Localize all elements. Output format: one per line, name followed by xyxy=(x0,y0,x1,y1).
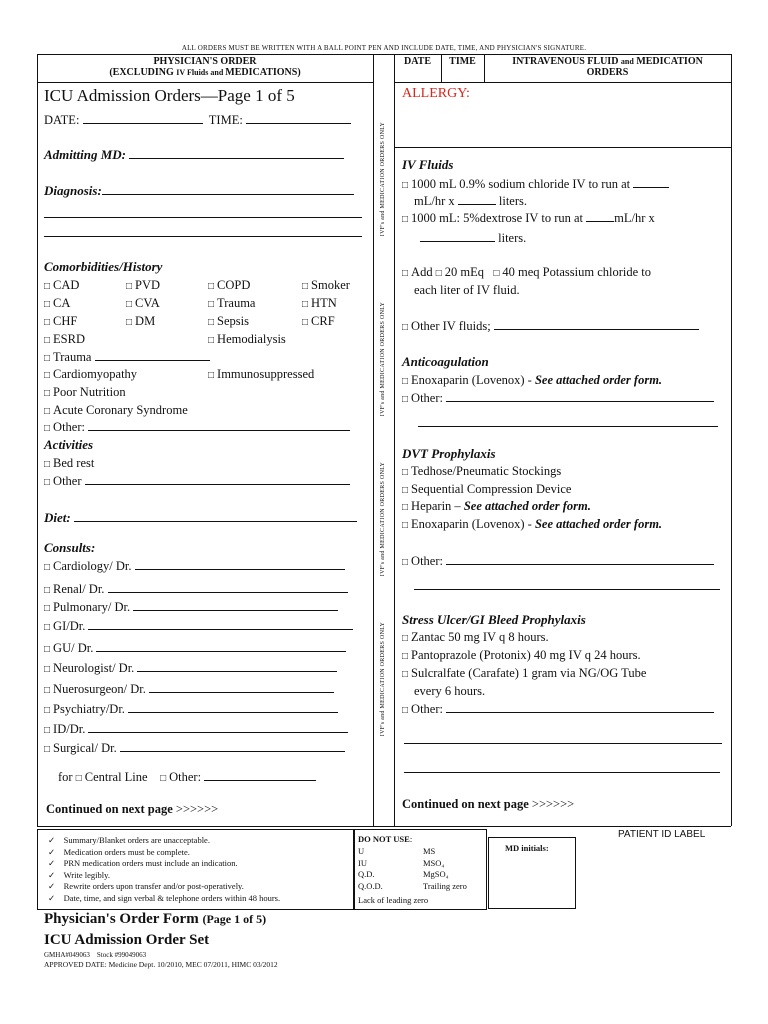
frame-left xyxy=(37,54,38,826)
dvt-heparin[interactable]: □ Heparin – See attached order form. xyxy=(402,499,591,513)
dvt-other-line-2[interactable] xyxy=(414,589,720,590)
physician-order-header xyxy=(37,56,373,78)
trauma-history-row[interactable]: □ Trauma xyxy=(44,350,210,366)
cardiomyopathy-checkbox[interactable]: □ Cardiomyopathy xyxy=(44,367,138,381)
pvd-checkbox[interactable]: □ PVD xyxy=(126,278,161,292)
date-time-row: DATE: TIME: xyxy=(44,113,351,127)
consult-surgical[interactable]: □ Surgical/ Dr. xyxy=(44,741,345,757)
smoker-checkbox[interactable]: □ Smoker xyxy=(302,278,350,292)
comorbidity-other[interactable]: □ Other: xyxy=(44,420,350,436)
approved-date: APPROVED DATE: Medicine Dept. 10/2010, MEC 07/2011, HIMC 03/2012 xyxy=(44,960,278,969)
sepsis-checkbox[interactable]: □ Sepsis xyxy=(208,314,249,328)
left-continued: Continued on next page >>>>>> xyxy=(46,802,219,816)
lack-leading-zero: Lack of leading zero xyxy=(358,895,429,905)
stress-other[interactable]: □ Other: xyxy=(402,702,714,718)
md-initials-label: MD initials: xyxy=(505,843,549,853)
meq40-checkbox[interactable]: □ 40 meq Potassium chloride to xyxy=(493,265,652,279)
consult-neurosurgeon[interactable]: □ Nuerosurgeon/ Dr. xyxy=(44,682,334,698)
rules-list xyxy=(48,835,280,905)
vertical-note-4: IVF's and MEDICATION ORDERS ONLY xyxy=(380,621,386,737)
stress-zantac[interactable]: □ Zantac 50 mg IV q 8 hours. xyxy=(402,630,549,644)
time-col-header: TIME xyxy=(449,56,476,67)
bed-rest-checkbox[interactable]: □ Bed rest xyxy=(44,456,95,470)
frame-right xyxy=(731,54,732,826)
meq20-checkbox[interactable]: □ 20 mEq xyxy=(435,265,484,279)
stress-other-line-2[interactable] xyxy=(404,743,722,744)
header-rule-right xyxy=(394,82,731,83)
potassium-row xyxy=(402,265,651,281)
set-title: ICU Admission Order Set xyxy=(44,932,210,948)
divider-left xyxy=(373,54,374,826)
anticoag-other[interactable]: □ Other: xyxy=(402,391,714,407)
rule-item: ✓ Write legibly. xyxy=(48,869,110,880)
poor-nutrition-checkbox[interactable]: □ Poor Nutrition xyxy=(44,385,126,399)
frame-top xyxy=(37,54,731,55)
htn-checkbox[interactable]: □ HTN xyxy=(302,296,337,310)
acs-checkbox[interactable]: □ Acute Coronary Syndrome xyxy=(44,403,188,417)
vertical-note-2: IVF's and MEDICATION ORDERS ONLY xyxy=(380,301,386,417)
activities-other[interactable]: □ Other xyxy=(44,474,350,490)
consult-pulmonary[interactable]: □ Pulmonary/ Dr. xyxy=(44,600,338,616)
consult-id[interactable]: □ ID/Dr. xyxy=(44,722,348,738)
cad-checkbox[interactable]: □ CAD xyxy=(44,278,80,292)
top-notice: ALL ORDERS MUST BE WRITTEN WITH A BALL POINT PEN AND INCLUDE DATE, TIME, AND PHYSICIAN'S SIGNATURE. xyxy=(181,44,587,52)
chf-checkbox[interactable]: □ CHF xyxy=(44,314,78,328)
central-line-other[interactable]: □ Other: xyxy=(160,770,316,784)
time-field[interactable] xyxy=(246,113,351,124)
ca-checkbox[interactable]: □ CA xyxy=(44,296,71,310)
do-not-use-title: DO NOT USE: xyxy=(358,834,413,844)
divider-right xyxy=(394,54,395,826)
rule-item: ✓ Rewrite orders upon transfer and/or post-operatively. xyxy=(48,881,244,892)
iv-dextrose-order-cont: liters. xyxy=(420,231,526,245)
hemodialysis-checkbox[interactable]: □ Hemodialysis xyxy=(208,332,286,346)
other-iv-fluids[interactable]: □ Other IV fluids; xyxy=(402,319,699,335)
activities-heading: Activities xyxy=(44,437,94,452)
header-rule-left xyxy=(37,82,373,83)
form-title: Physician's Order Form (Page 1 of 5) xyxy=(44,911,267,927)
trauma-checkbox[interactable]: □ Trauma xyxy=(208,296,256,310)
dvt-tedhose[interactable]: □ Tedhose/Pneumatic Stockings xyxy=(402,464,562,478)
consults-heading: Consults: xyxy=(44,540,96,555)
anticoag-other-line-2[interactable] xyxy=(418,426,718,427)
rule-item: ✓ Medication orders must be complete. xyxy=(48,846,190,857)
dvt-other[interactable]: □ Other: xyxy=(402,554,714,570)
anticoag-enoxaparin[interactable]: □ Enoxaparin (Lovenox) - See attached order form. xyxy=(402,373,663,387)
anticoagulation-heading: Anticoagulation xyxy=(402,354,489,369)
iv-orders-header: INTRAVENOUS FLUID and MEDICATION ORDERS xyxy=(512,56,703,78)
consult-renal[interactable]: □ Renal/ Dr. xyxy=(44,582,348,598)
stress-protonix[interactable]: □ Pantoprazole (Protonix) 40 mg IV q 24 hours. xyxy=(402,648,641,662)
header-title: PHYSICIAN'S ORDER xyxy=(153,56,257,67)
comorbidities-heading: Comorbidities/History xyxy=(44,259,163,274)
iv-saline-order[interactable]: □ 1000 mL 0.9% sodium chloride IV to run at xyxy=(402,177,669,193)
admitting-md-field[interactable] xyxy=(129,148,344,159)
stress-ulcer-heading: Stress Ulcer/GI Bleed Prophylaxis xyxy=(402,612,586,627)
vertical-note-1: IVF's and MEDICATION ORDERS ONLY xyxy=(380,121,386,237)
vertical-note-3: IVF's and MEDICATION ORDERS ONLY xyxy=(380,461,386,577)
stress-other-line-3[interactable] xyxy=(404,772,720,773)
cva-checkbox[interactable]: □ CVA xyxy=(126,296,160,310)
diagnosis-row: Diagnosis: xyxy=(44,183,354,199)
consult-gi[interactable]: □ GI/Dr. xyxy=(44,619,353,635)
central-line-checkbox[interactable]: □ Central Line xyxy=(75,770,148,784)
consult-cardiology[interactable]: □ Cardiology/ Dr. xyxy=(44,559,345,575)
copd-checkbox[interactable]: □ COPD xyxy=(208,278,251,292)
rule-item: ✓ Summary/Blanket orders are unacceptable. xyxy=(48,835,210,845)
header-subtitle: (EXCLUDING IV Fluids and MEDICATIONS) xyxy=(109,67,301,78)
dm-checkbox[interactable]: □ DM xyxy=(126,314,156,328)
diet-row: Diet: xyxy=(44,510,357,526)
diet-field[interactable] xyxy=(74,511,357,522)
frame-bottom xyxy=(37,826,731,827)
iv-dextrose-order[interactable]: □ 1000 mL: 5%dextrose IV to run at mL/hr x xyxy=(402,211,655,225)
iv-saline-order-cont: mL/hr x liters. xyxy=(414,194,527,208)
dvt-scd[interactable]: □ Sequential Compression Device xyxy=(402,482,572,496)
diagnosis-line-2[interactable] xyxy=(44,217,362,218)
do-not-use-right: MS MSO₄ MgSO₄ Trailing zero xyxy=(423,846,467,891)
stress-carafate[interactable]: □ Sulcralfate (Carafate) 1 gram via NG/OG Tube xyxy=(402,666,647,680)
allergy-rule xyxy=(394,147,731,148)
consult-psychiatry[interactable]: □ Psychiatry/Dr. xyxy=(44,702,338,718)
right-continued: Continued on next page >>>>>> xyxy=(402,797,575,811)
diagnosis-field[interactable] xyxy=(102,184,354,195)
admitting-md-row: Admitting MD: xyxy=(44,147,344,163)
date-col-header: DATE xyxy=(403,56,432,67)
esrd-checkbox[interactable]: □ ESRD xyxy=(44,332,85,346)
add-checkbox[interactable]: □ Add xyxy=(402,265,433,279)
immunosuppressed-checkbox[interactable]: □ Immunosuppressed xyxy=(208,367,315,381)
dvt-enoxaparin[interactable]: □ Enoxaparin (Lovenox) - See attached order form. xyxy=(402,517,663,531)
central-line-row: for □ Central Line □ Other: xyxy=(58,770,316,786)
potassium-row-cont: each liter of IV fluid. xyxy=(414,283,520,297)
allergy-label: ALLERGY: xyxy=(402,86,470,101)
dvt-heading: DVT Prophylaxis xyxy=(402,446,496,461)
stress-carafate-cont: every 6 hours. xyxy=(414,684,486,698)
page-title: ICU Admission Orders—Page 1 of 5 xyxy=(44,86,295,105)
diagnosis-line-3[interactable] xyxy=(44,236,362,237)
rule-item: ✓ PRN medication orders must include an indication. xyxy=(48,858,238,869)
patient-id-label: PATIENT ID LABEL xyxy=(618,829,706,840)
do-not-use-left: U IU Q.D. Q.O.D. xyxy=(358,846,383,891)
consult-gu[interactable]: □ GU/ Dr. xyxy=(44,641,346,657)
stock-number: GMHA#049063 Stock #99049063 xyxy=(44,951,147,959)
iv-fluids-heading: IV Fluids xyxy=(402,157,454,172)
crf-checkbox[interactable]: □ CRF xyxy=(302,314,335,328)
rule-item: ✓ Date, time, and sign verbal & telephone orders within 48 hours. xyxy=(48,892,281,903)
consult-neurologist[interactable]: □ Neurologist/ Dr. xyxy=(44,661,337,677)
date-field[interactable] xyxy=(83,113,203,124)
